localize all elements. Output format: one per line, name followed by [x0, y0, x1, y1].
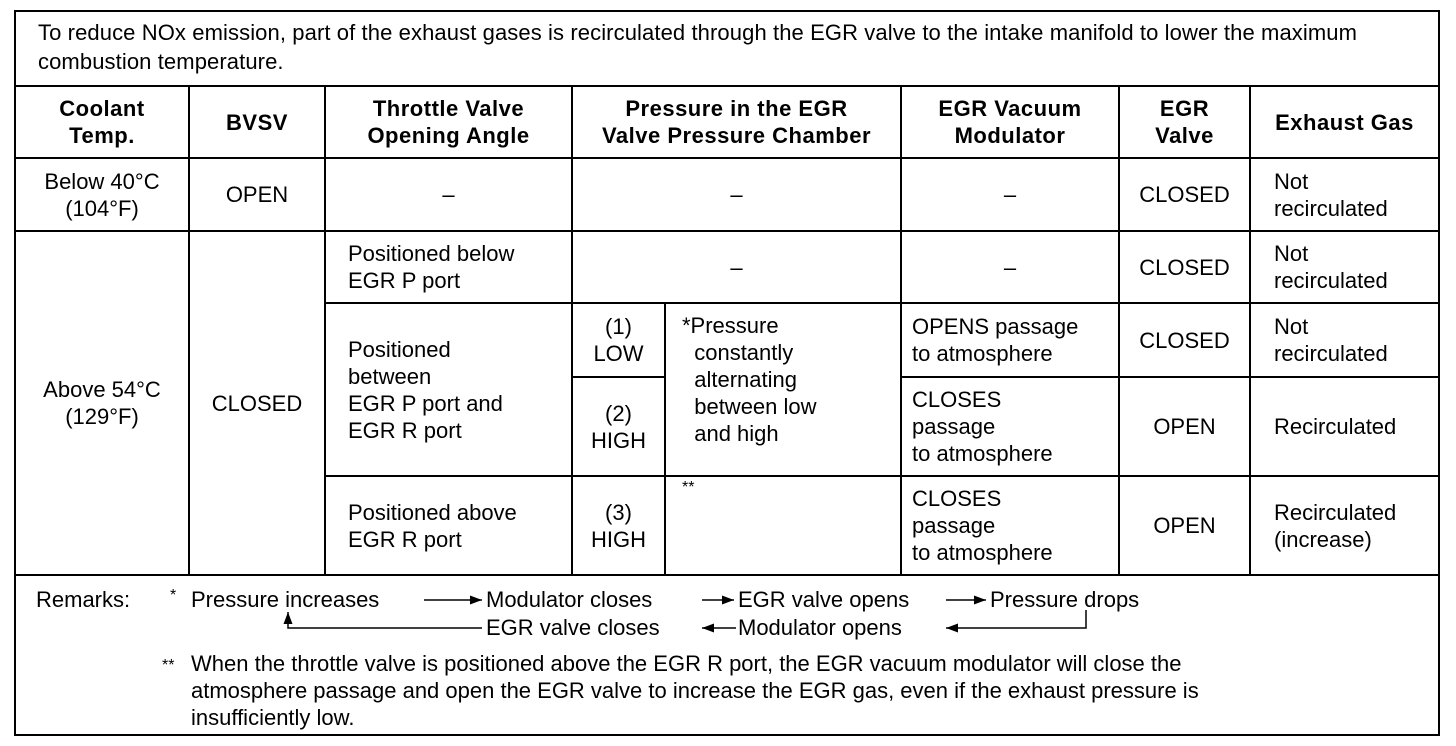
row4-modulator: CLOSES passage to atmosphere: [912, 486, 1053, 565]
egr-system-table: [14, 10, 1440, 736]
row4-throttle: Positioned above EGR R port: [348, 499, 517, 552]
header-exhaust-gas: Exhaust Gas: [1275, 109, 1414, 135]
header-egr-pressure: Pressure in the EGR Valve Pressure Chamber: [601, 96, 872, 148]
header-vacuum-modulator: EGR Vacuum Modulator: [938, 96, 1082, 148]
row4-egr-valve: OPEN: [1153, 513, 1216, 538]
row3-sub2-exhaust: Recirculated: [1274, 414, 1397, 439]
remarks-label: Remarks:: [36, 587, 131, 612]
cycle-modulator-opens: Modulator opens: [738, 615, 902, 640]
row3-sub2-modulator: CLOSES passage to atmosphere: [912, 387, 1053, 466]
cycle-modulator-closes: Modulator closes: [486, 587, 653, 612]
row3-sub1-modulator: OPENS passage to atmosphere: [912, 314, 1079, 366]
row2-exhaust: Not recirculated: [1274, 241, 1388, 293]
header-egr-valve: EGR Valve: [1155, 96, 1214, 148]
arrow-4: [946, 610, 1086, 628]
row1-coolant: Below 40°C (104°F): [44, 168, 160, 221]
row1-bvsv: OPEN: [225, 182, 289, 207]
row4-pressure-note: **: [682, 479, 695, 496]
intro-text: To reduce NOx emission, part of the exhaust gases is recirculated through the EGR valve to the intake manifold to lower the maximum combustion temperature.: [38, 20, 1358, 74]
cycle-arrows: [16, 12, 1438, 738]
remarks-star: *: [170, 587, 177, 604]
cycle-egr-valve-closes: EGR valve closes: [486, 615, 660, 640]
row3-pressure-note: *Pressure constantly alternating between low and high: [682, 313, 817, 446]
row3-throttle: Positioned between EGR P port and EGR R port: [348, 336, 503, 443]
row1-exhaust: Not recirculated: [1274, 168, 1388, 221]
remarks-double-star: **: [162, 657, 175, 674]
row1-throttle: –: [442, 182, 455, 207]
row3-sub2-egr-valve: OPEN: [1153, 414, 1216, 439]
row1-modulator: –: [1003, 182, 1017, 207]
row2-throttle: Positioned below EGR P port: [348, 241, 515, 293]
header-coolant-temp: Coolant Temp.: [59, 96, 145, 148]
cycle-pressure-drops: Pressure drops: [990, 587, 1140, 612]
group2-coolant: Above 54°C (129°F): [43, 377, 161, 429]
row2-pressure: –: [730, 254, 743, 280]
row3-sub2-level: (2) HIGH: [591, 400, 646, 453]
remarks-section: [16, 12, 1438, 734]
row3-sub1-exhaust: Not recirculated: [1274, 314, 1388, 366]
group2-bvsv: CLOSED: [211, 390, 303, 416]
cycle-egr-valve-opens: EGR valve opens: [738, 587, 910, 612]
row1-pressure: –: [730, 182, 743, 207]
cycle-pressure-increases: Pressure increases: [191, 587, 380, 612]
row3-sub1-level: (1) LOW: [593, 314, 644, 366]
row2-egr-valve: CLOSED: [1139, 254, 1230, 280]
row4-level: (3) HIGH: [591, 499, 646, 552]
arrow-6: [288, 612, 482, 628]
row4-exhaust: Recirculated (increase): [1274, 499, 1397, 552]
row1-egr-valve: CLOSED: [1139, 182, 1230, 207]
header-bvsv: BVSV: [226, 109, 288, 135]
remarks-note: When the throttle valve is positioned above the EGR R port, the EGR vacuum modulator will close the atmosphere passage and open the EGR valve to increase the EGR gas, even if the exhaust pressure is insufficiently low.: [191, 651, 1199, 730]
row2-modulator: –: [1003, 254, 1017, 280]
header-throttle-angle: Throttle Valve Opening Angle: [367, 96, 530, 148]
row3-sub1-egr-valve: CLOSED: [1139, 327, 1230, 353]
